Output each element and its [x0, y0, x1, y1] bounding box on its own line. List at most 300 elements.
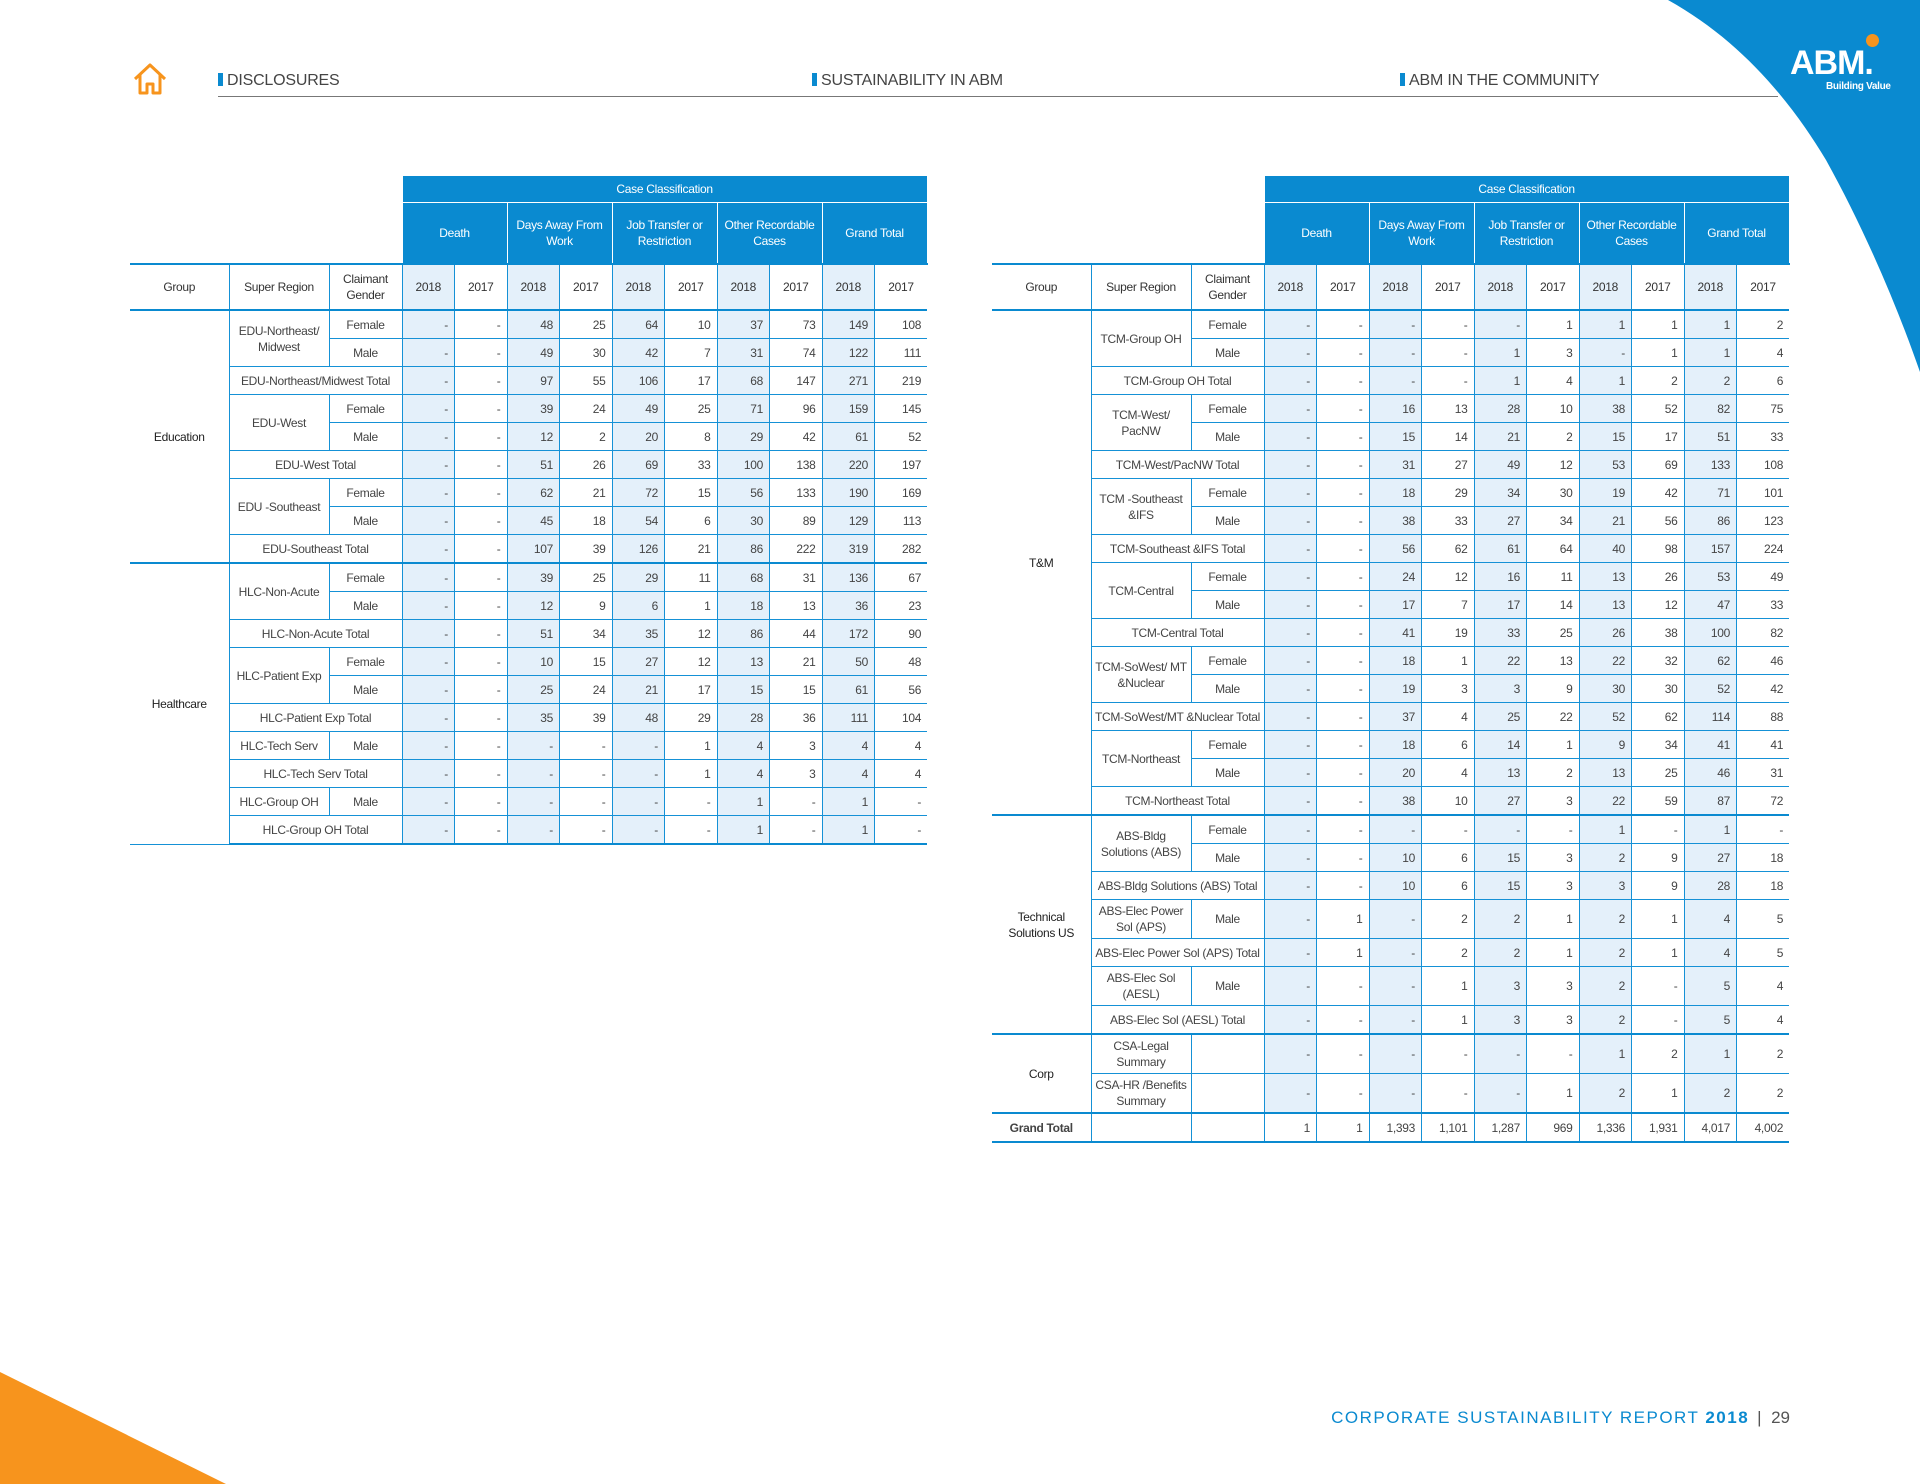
value-cell: 38: [1579, 395, 1632, 423]
value-cell: 5: [1737, 900, 1790, 939]
group-label: Corp: [992, 1034, 1091, 1113]
value-cell: 3: [770, 760, 823, 788]
value-cell: 64: [1527, 535, 1580, 563]
value-cell: 40: [1579, 535, 1632, 563]
gender-label: Male: [329, 339, 402, 367]
value-cell: 39: [507, 395, 560, 423]
value-cell: 18: [560, 507, 613, 535]
value-cell: 27: [612, 648, 665, 676]
value-cell: -: [1264, 731, 1317, 759]
nav-disclosures[interactable]: [218, 72, 340, 90]
value-cell: 18: [1369, 647, 1422, 675]
subtotal-label: TCM-West/PacNW Total: [1091, 451, 1264, 479]
value-cell: 30: [1527, 479, 1580, 507]
value-cell: 138: [770, 451, 823, 479]
value-cell: 12: [665, 648, 718, 676]
value-cell: -: [1369, 1006, 1422, 1035]
value-cell: -: [402, 732, 455, 760]
value-cell: 21: [1474, 423, 1527, 451]
subtotal-row: [992, 1006, 1789, 1035]
abm-logo: ABM.: [1790, 44, 1873, 82]
value-cell: 12: [1527, 451, 1580, 479]
value-cell: 157: [1684, 535, 1737, 563]
gender-label: Female: [1191, 731, 1264, 759]
value-cell: -: [1317, 310, 1370, 339]
value-cell: 75: [1737, 395, 1790, 423]
value-cell: 6: [1737, 367, 1790, 395]
value-cell: 17: [1632, 423, 1685, 451]
gender-label: Female: [329, 479, 402, 507]
value-cell: 2: [1422, 900, 1475, 939]
injury-table-left: [130, 175, 928, 845]
nav-divider: [218, 96, 1778, 97]
subtotal-row: [130, 816, 927, 845]
value-cell: -: [507, 760, 560, 788]
value-cell: 14: [1422, 423, 1475, 451]
value-cell: 49: [612, 395, 665, 423]
super-region-label: EDU-West: [229, 395, 329, 451]
value-cell: 23: [875, 592, 928, 620]
value-cell: 62: [1422, 535, 1475, 563]
year-header: 2017: [875, 264, 928, 310]
value-cell: 101: [1737, 479, 1790, 507]
value-cell: 33: [1422, 507, 1475, 535]
value-cell: 3: [1527, 787, 1580, 816]
value-cell: 14: [1474, 731, 1527, 759]
value-cell: 10: [1527, 395, 1580, 423]
value-cell: 37: [717, 310, 770, 339]
value-cell: 1: [1579, 310, 1632, 339]
empty-cell: [1091, 1113, 1191, 1142]
value-cell: -: [560, 732, 613, 760]
table-row: [130, 788, 927, 816]
grand-total-value: 4,002: [1737, 1113, 1790, 1142]
value-cell: 1: [1684, 310, 1737, 339]
super-region-label: EDU -Southeast: [229, 479, 329, 535]
grand-total-value: 1,336: [1579, 1113, 1632, 1142]
value-cell: 22: [1579, 787, 1632, 816]
value-cell: 114: [1684, 703, 1737, 731]
gender-header: Claimant Gender: [329, 264, 402, 310]
super-region-label: TCM-West/ PacNW: [1091, 395, 1191, 451]
value-cell: 6: [665, 507, 718, 535]
value-cell: 15: [665, 479, 718, 507]
value-cell: -: [1422, 1034, 1475, 1074]
value-cell: -: [1317, 647, 1370, 675]
nav-marker-icon: [1400, 73, 1405, 86]
value-cell: 33: [665, 451, 718, 479]
value-cell: 2: [1527, 423, 1580, 451]
value-cell: 1: [1632, 939, 1685, 967]
subtotal-row: [992, 367, 1789, 395]
table-row: [992, 815, 1789, 844]
value-cell: 20: [1369, 759, 1422, 787]
value-cell: -: [507, 816, 560, 845]
super-region-header: Super Region: [229, 264, 329, 310]
value-cell: 4: [1737, 967, 1790, 1006]
value-cell: -: [402, 816, 455, 845]
value-cell: 68: [717, 367, 770, 395]
value-cell: 31: [1369, 451, 1422, 479]
value-cell: 18: [1737, 844, 1790, 872]
value-cell: 111: [822, 704, 875, 732]
subtotal-row: [130, 760, 927, 788]
category-header: Job Transfer or Restriction: [1474, 203, 1579, 265]
table-row: [992, 647, 1789, 675]
value-cell: 61: [822, 423, 875, 451]
value-cell: 55: [560, 367, 613, 395]
value-cell: 5: [1684, 967, 1737, 1006]
value-cell: -: [1632, 815, 1685, 844]
value-cell: 41: [1369, 619, 1422, 647]
orange-corner-triangle: [0, 1372, 226, 1484]
group-label: T&M: [992, 310, 1091, 815]
value-cell: 13: [1474, 759, 1527, 787]
value-cell: 1: [1527, 939, 1580, 967]
value-cell: 4: [1422, 703, 1475, 731]
value-cell: -: [402, 704, 455, 732]
nav-marker-icon: [218, 73, 223, 86]
value-cell: -: [1264, 900, 1317, 939]
value-cell: 50: [822, 648, 875, 676]
subtotal-label: HLC-Tech Serv Total: [229, 760, 402, 788]
value-cell: -: [1264, 310, 1317, 339]
column-header-row: [992, 264, 1789, 310]
value-cell: 169: [875, 479, 928, 507]
category-header: Days Away From Work: [507, 203, 612, 265]
value-cell: -: [1632, 967, 1685, 1006]
value-cell: 26: [1632, 563, 1685, 591]
value-cell: -: [1369, 900, 1422, 939]
gender-label: Male: [329, 788, 402, 816]
value-cell: 34: [1527, 507, 1580, 535]
value-cell: -: [1527, 1034, 1580, 1074]
gender-label: Male: [329, 676, 402, 704]
super-region-label: TCM-SoWest/ MT &Nuclear: [1091, 647, 1191, 703]
gender-label: Female: [1191, 815, 1264, 844]
value-cell: 34: [560, 620, 613, 648]
value-cell: 46: [1737, 647, 1790, 675]
value-cell: 22: [1527, 703, 1580, 731]
value-cell: 107: [507, 535, 560, 564]
column-header-row: [130, 264, 927, 310]
value-cell: 97: [507, 367, 560, 395]
year-header: 2017: [455, 264, 508, 310]
value-cell: 42: [1737, 675, 1790, 703]
value-cell: 41: [1684, 731, 1737, 759]
table-row: [130, 395, 927, 423]
value-cell: 111: [875, 339, 928, 367]
value-cell: -: [1264, 675, 1317, 703]
value-cell: 13: [1527, 647, 1580, 675]
gender-label: Male: [1191, 844, 1264, 872]
grand-total-value: 1,101: [1422, 1113, 1475, 1142]
value-cell: -: [560, 760, 613, 788]
value-cell: 1: [1632, 339, 1685, 367]
value-cell: 29: [1422, 479, 1475, 507]
value-cell: 123: [1737, 507, 1790, 535]
value-cell: 71: [717, 395, 770, 423]
year-header: 2018: [1474, 264, 1527, 310]
super-region-label: TCM-Northeast: [1091, 731, 1191, 787]
value-cell: 4: [1422, 759, 1475, 787]
value-cell: 1: [822, 816, 875, 845]
category-header: Death: [1264, 203, 1369, 265]
value-cell: 106: [612, 367, 665, 395]
value-cell: 4: [717, 760, 770, 788]
value-cell: 7: [1422, 591, 1475, 619]
value-cell: 10: [1422, 787, 1475, 816]
gender-label: Male: [329, 592, 402, 620]
value-cell: 12: [507, 592, 560, 620]
value-cell: 2: [1422, 939, 1475, 967]
value-cell: 71: [1684, 479, 1737, 507]
value-cell: 129: [822, 507, 875, 535]
value-cell: 1: [1317, 900, 1370, 939]
gender-label: Female: [1191, 563, 1264, 591]
subtotal-row: [992, 619, 1789, 647]
value-cell: -: [1317, 367, 1370, 395]
value-cell: 29: [717, 423, 770, 451]
value-cell: 113: [875, 507, 928, 535]
value-cell: 4: [1737, 339, 1790, 367]
value-cell: 15: [560, 648, 613, 676]
header-row: [130, 203, 927, 265]
value-cell: -: [1264, 619, 1317, 647]
value-cell: 69: [1632, 451, 1685, 479]
year-header: 2017: [1422, 264, 1475, 310]
value-cell: -: [1317, 451, 1370, 479]
nav-marker-icon: [812, 73, 817, 86]
value-cell: -: [455, 788, 508, 816]
value-cell: 67: [875, 563, 928, 592]
value-cell: -: [1474, 1034, 1527, 1074]
gender-label: Male: [329, 732, 402, 760]
value-cell: 1: [665, 592, 718, 620]
value-cell: -: [1317, 423, 1370, 451]
value-cell: 15: [1369, 423, 1422, 451]
value-cell: -: [1317, 731, 1370, 759]
value-cell: 4: [822, 732, 875, 760]
value-cell: 13: [1579, 759, 1632, 787]
value-cell: 56: [1632, 507, 1685, 535]
value-cell: 16: [1474, 563, 1527, 591]
value-cell: 3: [1527, 339, 1580, 367]
value-cell: 1: [1632, 1074, 1685, 1114]
value-cell: 89: [770, 507, 823, 535]
value-cell: 172: [822, 620, 875, 648]
value-cell: 11: [665, 563, 718, 592]
blank-cell: [130, 176, 402, 203]
value-cell: 1: [1579, 815, 1632, 844]
year-header: 2017: [560, 264, 613, 310]
value-cell: 15: [717, 676, 770, 704]
value-cell: 51: [507, 620, 560, 648]
value-cell: 3: [1527, 967, 1580, 1006]
value-cell: -: [1632, 1006, 1685, 1035]
value-cell: 39: [560, 535, 613, 564]
value-cell: -: [455, 423, 508, 451]
value-cell: 24: [560, 676, 613, 704]
table-row: [992, 310, 1789, 339]
subtotal-label: TCM-Group OH Total: [1091, 367, 1264, 395]
value-cell: 19: [1422, 619, 1475, 647]
value-cell: -: [1369, 1034, 1422, 1074]
value-cell: 30: [1632, 675, 1685, 703]
value-cell: 86: [1684, 507, 1737, 535]
footer: [1331, 1408, 1790, 1428]
value-cell: 126: [612, 535, 665, 564]
value-cell: -: [612, 788, 665, 816]
super-region-label: ABS-Bldg Solutions (ABS): [1091, 815, 1191, 872]
super-region-label: CSA-Legal Summary: [1091, 1034, 1191, 1074]
value-cell: -: [455, 563, 508, 592]
value-cell: 5: [1737, 939, 1790, 967]
category-header: Grand Total: [822, 203, 927, 265]
value-cell: -: [1264, 479, 1317, 507]
value-cell: -: [1317, 815, 1370, 844]
value-cell: 9: [1579, 731, 1632, 759]
value-cell: 29: [612, 563, 665, 592]
value-cell: -: [1474, 310, 1527, 339]
value-cell: -: [1317, 844, 1370, 872]
value-cell: -: [612, 732, 665, 760]
super-region-label: TCM-Group OH: [1091, 310, 1191, 367]
value-cell: 36: [770, 704, 823, 732]
table-row: [130, 563, 927, 592]
value-cell: -: [402, 339, 455, 367]
subtotal-label: TCM-Southeast &IFS Total: [1091, 535, 1264, 563]
value-cell: 98: [1632, 535, 1685, 563]
year-header: 2018: [1369, 264, 1422, 310]
group-label: Healthcare: [130, 563, 229, 844]
year-header: 2017: [1527, 264, 1580, 310]
grand-total-value: 1,287: [1474, 1113, 1527, 1142]
gender-label: Female: [1191, 310, 1264, 339]
value-cell: -: [1422, 1074, 1475, 1114]
value-cell: -: [455, 451, 508, 479]
value-cell: -: [402, 310, 455, 339]
value-cell: -: [1737, 815, 1790, 844]
subtotal-row: [130, 620, 927, 648]
gender-label: Female: [1191, 479, 1264, 507]
value-cell: 21: [560, 479, 613, 507]
value-cell: -: [1317, 1074, 1370, 1114]
value-cell: 62: [507, 479, 560, 507]
value-cell: -: [1264, 591, 1317, 619]
value-cell: 1: [1527, 1074, 1580, 1114]
value-cell: -: [1264, 703, 1317, 731]
value-cell: -: [455, 816, 508, 845]
value-cell: -: [1579, 339, 1632, 367]
value-cell: -: [665, 816, 718, 845]
nav-sustainability[interactable]: [812, 72, 1003, 90]
grand-total-value: 4,017: [1684, 1113, 1737, 1142]
value-cell: -: [1317, 787, 1370, 816]
value-cell: 53: [1684, 563, 1737, 591]
value-cell: 16: [1369, 395, 1422, 423]
gender-label: Male: [1191, 967, 1264, 1006]
value-cell: -: [402, 535, 455, 564]
gender-label: Male: [1191, 591, 1264, 619]
super-region-label: CSA-HR /Benefits Summary: [1091, 1074, 1191, 1114]
year-header: 2018: [717, 264, 770, 310]
nav-community[interactable]: [1400, 72, 1599, 90]
group-label: Education: [130, 310, 229, 563]
super-region-label: TCM -Southeast &IFS: [1091, 479, 1191, 535]
value-cell: -: [1317, 535, 1370, 563]
value-cell: 2: [1684, 1074, 1737, 1114]
value-cell: 2: [1474, 900, 1527, 939]
value-cell: -: [1264, 647, 1317, 675]
value-cell: -: [1369, 815, 1422, 844]
value-cell: -: [402, 676, 455, 704]
value-cell: 62: [1684, 647, 1737, 675]
value-cell: 4: [1527, 367, 1580, 395]
value-cell: 1: [1317, 939, 1370, 967]
value-cell: 39: [560, 704, 613, 732]
value-cell: 6: [1422, 844, 1475, 872]
year-header: 2018: [612, 264, 665, 310]
value-cell: 2: [1579, 1074, 1632, 1114]
value-cell: -: [1317, 872, 1370, 900]
value-cell: 28: [717, 704, 770, 732]
year-header: 2018: [1684, 264, 1737, 310]
value-cell: 52: [1579, 703, 1632, 731]
value-cell: 4: [875, 732, 928, 760]
value-cell: 4: [1684, 900, 1737, 939]
value-cell: -: [507, 732, 560, 760]
blank-cell: [130, 203, 402, 265]
value-cell: 52: [1632, 395, 1685, 423]
value-cell: -: [1317, 507, 1370, 535]
value-cell: 1: [1684, 339, 1737, 367]
home-icon[interactable]: [132, 62, 168, 96]
table-row: [992, 1034, 1789, 1074]
value-cell: 1: [665, 732, 718, 760]
value-cell: -: [770, 788, 823, 816]
value-cell: 31: [770, 563, 823, 592]
gender-label: Male: [1191, 507, 1264, 535]
value-cell: 51: [1684, 423, 1737, 451]
value-cell: 15: [770, 676, 823, 704]
value-cell: -: [1369, 310, 1422, 339]
value-cell: -: [1264, 563, 1317, 591]
value-cell: 12: [1632, 591, 1685, 619]
value-cell: 30: [717, 507, 770, 535]
subtotal-label: EDU-Northeast/Midwest Total: [229, 367, 402, 395]
super-region-label: HLC-Tech Serv: [229, 732, 329, 760]
value-cell: 30: [560, 339, 613, 367]
value-cell: 7: [665, 339, 718, 367]
table-row: [130, 648, 927, 676]
grand-total-label: Grand Total: [992, 1113, 1091, 1142]
value-cell: 32: [1632, 647, 1685, 675]
value-cell: 15: [1474, 872, 1527, 900]
value-cell: -: [1317, 395, 1370, 423]
subtotal-label: TCM-SoWest/MT &Nuclear Total: [1091, 703, 1264, 731]
year-header: 2018: [402, 264, 455, 310]
value-cell: 27: [1474, 787, 1527, 816]
value-cell: 1: [1527, 310, 1580, 339]
footer-year: 2018: [1705, 1408, 1750, 1427]
value-cell: 1: [1632, 900, 1685, 939]
value-cell: 82: [1737, 619, 1790, 647]
value-cell: 190: [822, 479, 875, 507]
year-header: 2018: [1264, 264, 1317, 310]
header-row: [130, 176, 927, 203]
value-cell: -: [1317, 619, 1370, 647]
